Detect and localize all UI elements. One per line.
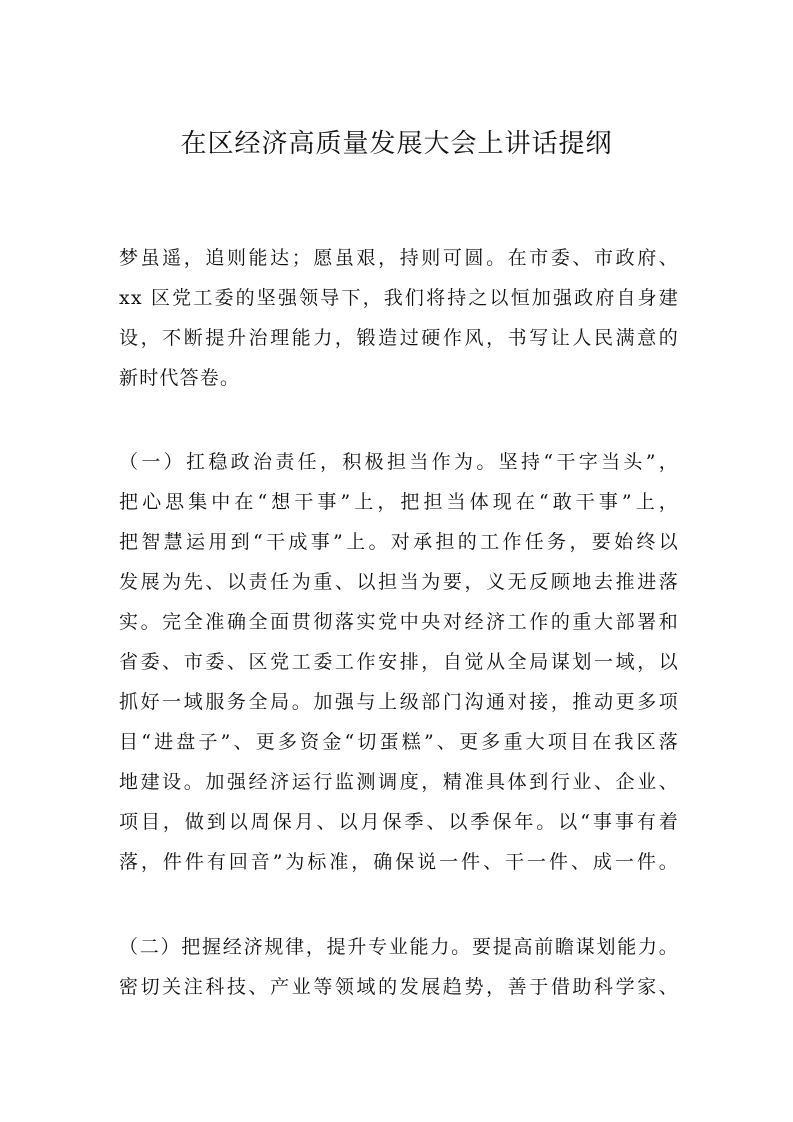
paragraph-line: 落，件件有回音”为标准，确保说一件、干一件、成一件。 [119,851,679,873]
paragraph-line: 实。完全准确全面贯彻落实党中央对经济工作的重大部署和 [119,611,679,633]
paragraph-line: 新时代答卷。 [119,367,241,389]
paragraph-line: 地建设。加强经济运行监测调度，精准具体到行业、企业、 [119,771,679,793]
paragraph-line: 把心思集中在“想干事”上，把担当体现在“敢干事”上， [119,491,679,513]
paragraph-line: 目“进盘子”、更多资金“切蛋糕”、更多重大项目在我区落 [119,731,679,753]
paragraph-line: 设，不断提升治理能力，锻造过硬作风，书写让人民满意的 [119,327,679,349]
paragraph-line: 密切关注科技、产业等领域的发展趋势，善于借助科学家、 [119,976,679,998]
paragraph-line: 抓好一域服务全局。加强与上级部门沟通对接，推动更多项 [119,691,679,713]
paragraph-line: 省委、市委、区党工委工作安排，自觉从全局谋划一域，以 [119,651,679,673]
paragraph-line: 把智慧运用到“干成事”上。对承担的工作任务，要始终以 [119,531,679,553]
paragraph-line: （一）扛稳政治责任，积极担当作为。坚持“干字当头”， [119,451,679,473]
paragraph-line: 梦虽遥，追则能达；愿虽艰，持则可圆。在市委、市政府、 [119,247,679,269]
paragraph-line: （二）把握经济规律，提升专业能力。要提高前瞻谋划能力。 [119,936,679,958]
paragraph-line: xx 区党工委的坚强领导下，我们将持之以恒加强政府自身建 [119,287,679,309]
document-title: 在区经济高质量发展大会上讲话提纲 [180,129,613,159]
paragraph-line: 项目，做到以周保月、以月保季、以季保年。以“事事有着 [119,811,679,833]
paragraph-line: 发展为先、以责任为重、以担当为要，义无反顾地去推进落 [119,571,679,593]
